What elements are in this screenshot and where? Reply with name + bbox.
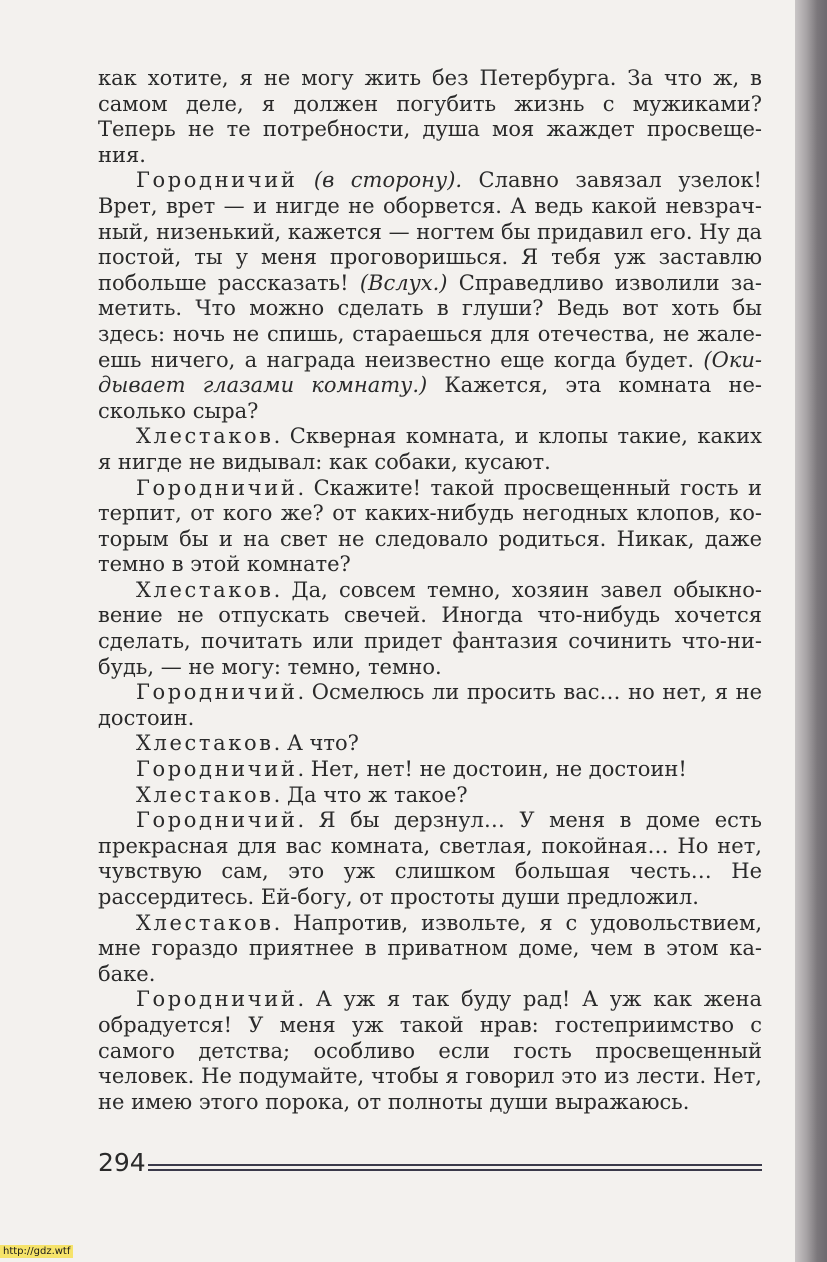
book-spine-shadow [795,0,827,1262]
paragraph [98,680,762,731]
footer-rule [148,1164,762,1166]
speaker-name: Городничий [136,757,298,782]
dialogue-text: . А что? [273,731,359,756]
paragraph [98,987,762,1115]
stage-direction: (Окидывает глазами комнату.) [98,347,762,398]
stage-direction: (Вслух.) [359,270,448,295]
paragraph [98,757,762,783]
speaker-name: Хлестаков [136,910,274,935]
paragraph [98,808,762,910]
paragraph [98,911,762,988]
dialogue-text: . Напротив, извольте, я с удовольствием, мне гораздо приятнее в приватном доме, чем в этом кабаке. [98,910,762,986]
speaker-name: Хлестаков [136,577,274,602]
speaker-name: Хлестаков [136,731,274,756]
stage-direction: (в сторону). [313,168,463,193]
dialogue-text: . Да что ж такое? [273,782,468,807]
dialogue-text: . Нет, нет! не достоин, не достоин! [297,757,687,782]
dialogue-text: . А уж я так буду рад! А уж как жена обрадуется! У меня уж такой нрав: гостеприимство с самого детства; особливо если гость просвещенный человек. Не подумайте, чтобы я говорил это из лести. Нет, не имею этого порока, от полноты души выражаюсь. [98,987,762,1114]
paragraph [98,731,762,757]
dialogue-text: . Осмелюсь ли просить вас… но нет, я не достоин. [98,680,762,730]
dialogue-text: Кажется, эта комната несколько сыра? [98,373,763,423]
paragraph [98,476,762,578]
paragraph [98,168,762,424]
dialogue-text: . Скажите! такой просвещенный гость и терпит, от кого же? от каких-нибудь негодных клопов, которым бы и на свет не следовало родиться. Никак, даже темно в этой комнате? [98,475,762,577]
watermark-label: http://gdz.wtf [0,1245,73,1258]
speaker-name: Городничий [136,168,298,193]
dialogue-text: как хотите, я не могу жить без Петербурга. За что ж, в самом деле, я должен погубить жизнь с мужиками? Теперь не те потребности, душа моя жаждет просвещения. [98,66,762,167]
dialogue-text: . Я бы дерзнул… У меня в доме есть прекрасная для вас комната, светлая, покойная… Но нет, чувствую сам, это уж слишком большая честь… Не рассердитесь. Ей-богу, от простоты души предложил. [98,808,762,909]
paragraph [98,578,762,680]
page-text [98,66,762,1115]
dialogue-text: Славно завязал узелок! Врет, врет — и нигде не оборвется. А ведь какой невзрачный, низенький, кажется — ногтем бы придавил его. Ну да постой, ты у меня проговоришься. Я тебя уж заставлю побольше рассказать! [98,168,762,295]
dialogue-text: . Да, совсем темно, хозяин завел обыкновение не отпускать свечей. Иногда что-нибудь хочется сделать, почитать или придет фантазия сочинить что-нибудь, — не могу: темно, темно. [98,577,762,679]
dialogue-text [297,168,313,192]
dialogue-text: . Скверная комната, и клопы такие, каких я нигде не видывал: как собаки, кусают. [98,424,762,474]
page-number: 294 [98,1148,146,1177]
page-footer [98,1148,762,1178]
speaker-name: Городничий [136,475,298,500]
speaker-name: Городничий [136,680,298,705]
footer-rule [148,1169,762,1171]
paragraph [98,783,762,809]
speaker-name: Городничий [136,987,298,1012]
speaker-name: Хлестаков [136,424,274,449]
speaker-name: Хлестаков [136,782,274,807]
speaker-name: Городничий [136,808,298,833]
paragraph [98,424,762,475]
paragraph [98,66,762,168]
dialogue-text: Справедливо изволили заметить. Что можно сделать в глуши? Ведь вот хоть бы здесь: ночь не спишь, стараешься для отечества, не жалеешь ничего, а награда неизвестно еще когда будет. [98,270,762,372]
